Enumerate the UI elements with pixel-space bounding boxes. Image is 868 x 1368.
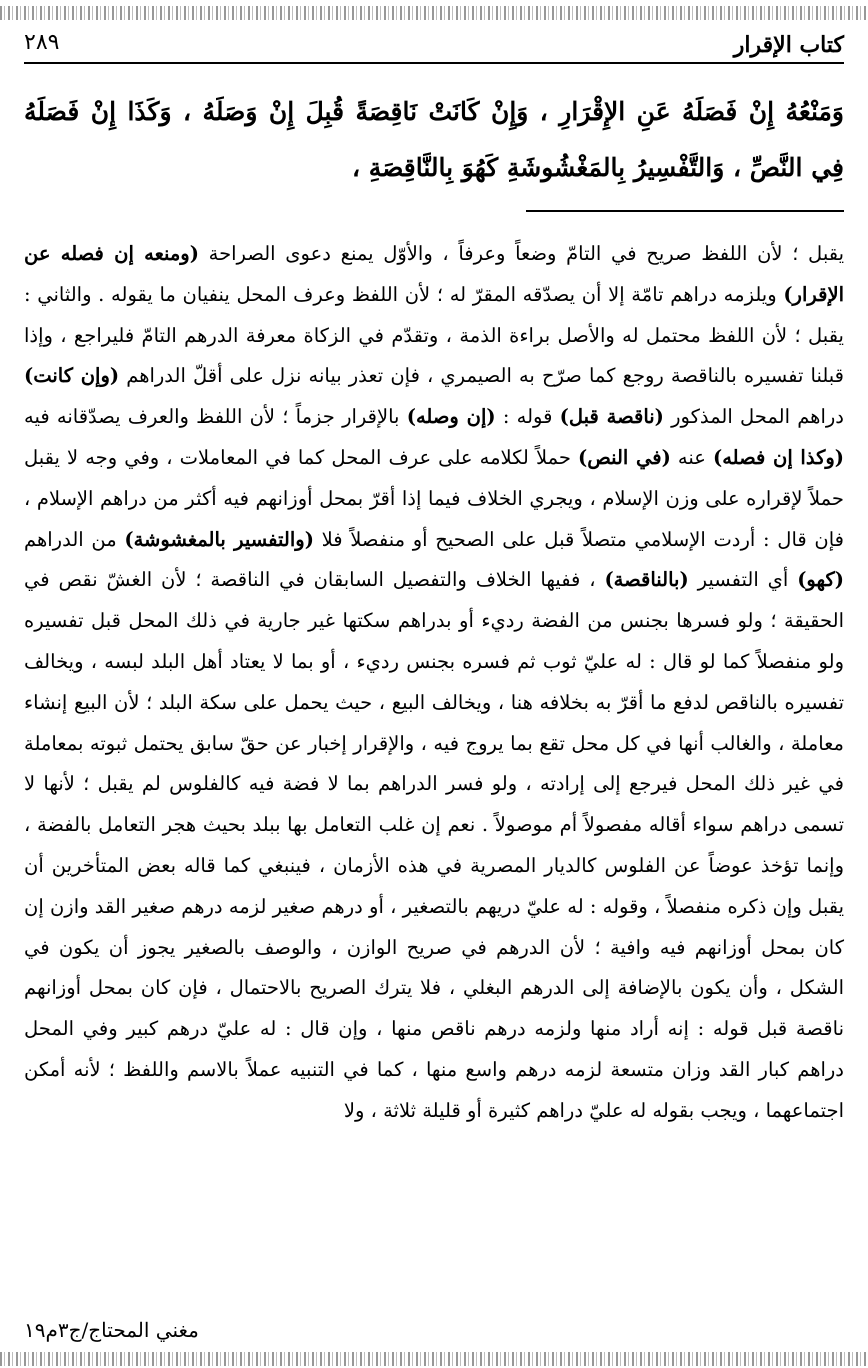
matn-quote: (ناقصة قبل) [559,405,664,429]
matn-quote: (ومنعه إن فصله عن الإقرار) [24,242,844,306]
matn-quote: (إن وصله) [406,405,496,429]
sharh-text: من الدراهم [24,527,125,551]
sharh-text: عنه [670,445,713,469]
matn-sharh-divider [526,210,844,212]
matn-quote: (وإن كانت) [24,364,120,388]
sharh-text: أي التفسير [688,568,798,592]
bottom-ornamental-border [0,1352,868,1366]
sharh-text: ويلزمه دراهم تامّة إلا أن يصدّقه المقرّ له ؛ لأن اللفظ وعرف المحل ينفيان ما يقوله . والثاني : يقبل ؛ لأن اللفظ محتمل له والأصل براءة الذمة ، وتقدّم في الزكاة معرفة الدرهم التامّ فليراجع ، وإذا قبلنا تفسيره بالناقصة روجع كما صرّح به الصيمري ، فإن تعذر بيانه نزل على أقلّ الدراهم [24,282,844,388]
sharh-text: قوله : [495,405,560,429]
sharh-text: دراهم المحل المذكور [663,405,844,429]
matn-quote: (وكذا إن فصله) [712,445,844,469]
chapter-title: كتاب الإقرار [733,32,844,58]
matn-quote: (والتفسير بالمغشوشة) [124,527,314,551]
sharh-paragraph [24,234,844,1132]
matn-quote: (بالناقصة) [604,568,689,592]
matn-quote: (في النص) [577,445,671,469]
matn-quote: (كهو) [797,568,844,592]
sharh-commentary [24,234,844,1132]
top-ornamental-border [0,6,868,20]
page-number: ٢٨٩ [24,30,60,55]
sharh-text: يقبل ؛ لأن اللفظ صريح في التامّ وضعاً وعرفاً ، والأوّل يمنع دعوى الصراحة [198,242,845,265]
page-header [24,28,844,64]
footer-signature: مغني المحتاج/ج٣م١٩ [24,1318,199,1342]
matn-text: وَمَنْعُهُ إِنْ فَصَلَهُ عَنِ الإِقْرَارِ ، وَإِنْ كَانَتْ نَاقِصَةً قُبِلَ إِنْ وَصَلَهُ ، وَكَذَا إِنْ فَصَلَهُ فِي النَّصِّ ، وَالتَّفْسِيرُ بِالمَغْشُوشَةِ كَهُوَ بِالنَّاقِصَةِ ، [24,97,844,182]
sharh-text: حملاً لكلامه على عرف المحل كما في المعاملات ، وفي وجه لا يقبل حملاً لإقراره على وزن الإسلام ، ويجري الخلاف فيما إذا أقرّ بمحل أوزانهم فيه أكثر من دراهم الإسلام ، فإن قال : أردت الإسلامي متصلاً قبل على الصحيح أو منفصلاً فلا [24,445,844,551]
sharh-text: بالإقرار جزماً ؛ لأن اللفظ والعرف يصدّقانه فيه [24,405,407,429]
sharh-text: ، ففيها الخلاف والتفصيل السابقان في الناقصة ؛ لأن الغشّ نقص في الحقيقة ؛ ولو فسرها بجنس من الفضة رديء أو بدراهم سكتها غير جارية في ذلك المحل قبل تفسيره ولو منفصلاً كما لو قال : له عليّ ثوب ثم فسره بجنس رديء ، أو بما لا يعتاد أهل البلد لبسه ، ويخالف تفسيره بالناقص لدفع ما أقرّ به بخلافه هنا ، ويخالف البيع ، حيث يحمل على سكة البلد ؛ لأن البيع إنشاء معاملة ، والغالب أنها في كل محل تقع بما يروج فيه ، والإقرار إخبار عن حقّ سابق يحتمل ثبوته بمعاملة في غير ذلك المحل فيرجع إلى إرادته ، ولو فسر الدراهم بما لا فضة فيه كالفلوس لم يقبل ؛ لأنها لا تسمى دراهم سواء أقاله مفصولاً أم موصولاً . نعم إن غلب التعامل بها ببلد بحيث هجر التعامل بالفضة ، وإنما تؤخذ عوضاً عن الفلوس كالديار المصرية في هذه الأزمان ، فينبغي كما قاله بعض المتأخرين أن يقبل وإن ذكره منفصلاً ، وقوله : له عليّ دريهم بالتصغير ، أو درهم صغير لزمه درهم صغير القد وازن إن كان بمحل أوزانهم فيه وافية ؛ لأن الدرهم في صريح الوازن ، والوصف بالصغير يجوز أن يكون في الشكل ، وأن يكون بالإضافة إلى الدرهم البغلي ، فلا يترك الصريح بالاحتمال ، فإن كان بمحل أوزانهم ناقصة قبل قوله : إنه أراد منها ولزمه درهم ناقص منها ، وإن قال : له عليّ درهم كبير وفي المحل دراهم كبار القد وزان متسعة لزمه درهم واسع منها ، كما في التنبيه عملاً بالاسم واللفظ ؛ لأنه أمكن اجتماعهما ، ويجب بقوله له عليّ دراهم كثيرة أو قليلة ثلاثة ، ولا [24,568,844,1122]
